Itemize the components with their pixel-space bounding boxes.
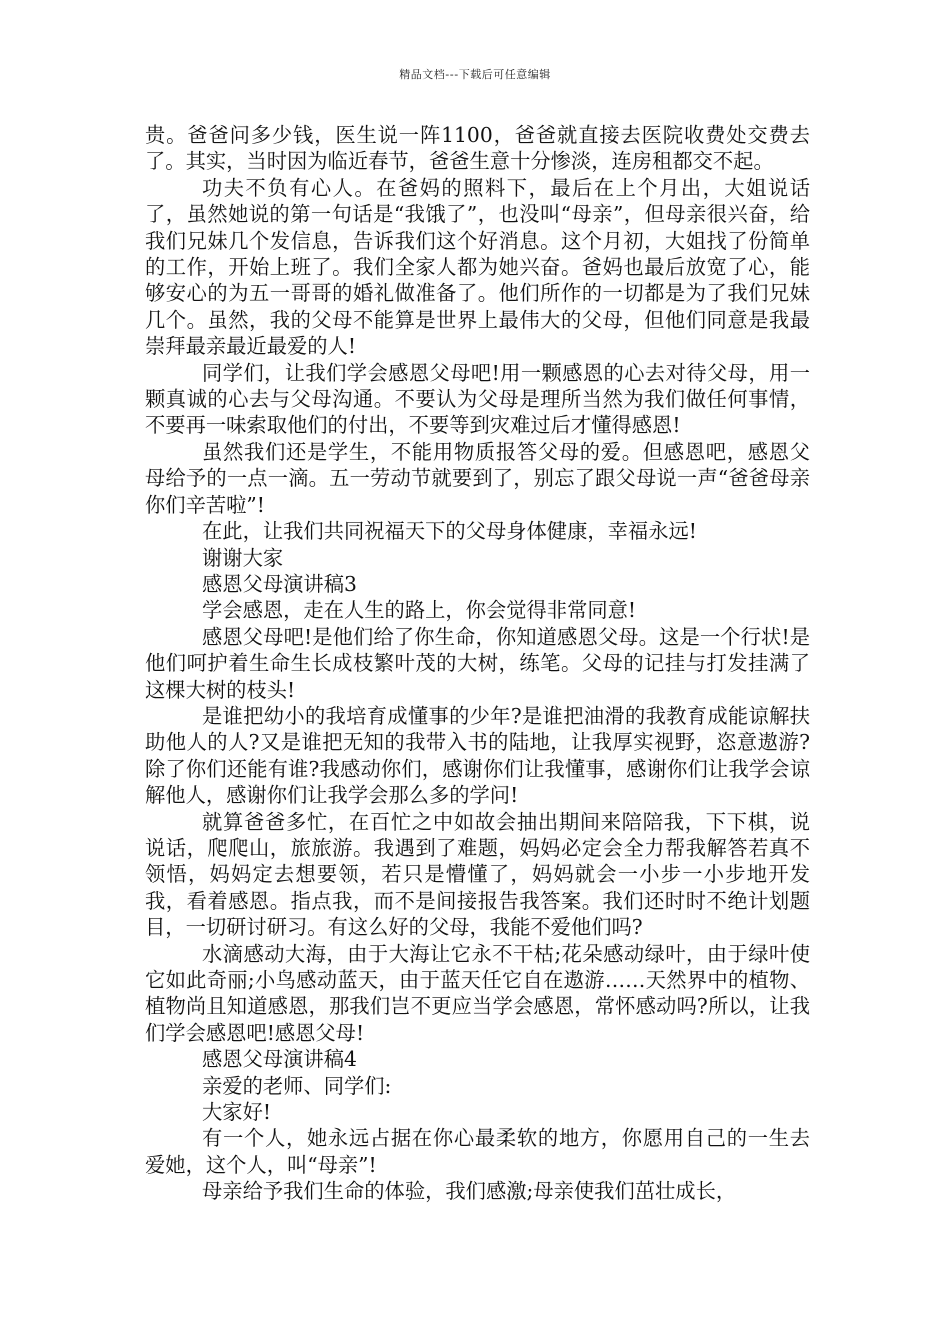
- body-paragraph: 感恩父母吧!是他们给了你生命，你知道感恩父母。这是一个行状!是他们呵护着生命生长成枝繁叶茂的大树，练笔。父母的记挂与打发挂满了这棵大树的枝头!: [145, 624, 810, 702]
- body-paragraph: 感恩父母演讲稿3: [202, 571, 357, 596]
- body-paragraph: 谢谢大家: [202, 545, 284, 570]
- body-paragraph: 感恩父母演讲稿4: [202, 1047, 357, 1072]
- body-paragraph: 虽然我们还是学生，不能用物质报答父母的爱。但感恩吧，感恩父母给予的一点一滴。五一劳动节就要到了，别忘了跟父母说一声“爸爸母亲你们辛苦啦”!: [145, 439, 810, 517]
- body-paragraph: 大家好!: [202, 1100, 271, 1125]
- body-paragraph: 在此，让我们共同祝福天下的父母身体健康，幸福永远!: [202, 519, 697, 544]
- body-paragraph: 母亲给予我们生命的体验，我们感激;母亲使我们茁壮成长，: [202, 1179, 737, 1204]
- body-paragraph: 有一个人，她永远占据在你心最柔软的地方，你愿用自己的一生去爱她，这个人，叫“母亲”!: [145, 1126, 810, 1177]
- body-paragraph: 亲爱的老师、同学们:: [202, 1073, 392, 1098]
- page-header: 精品文档---下载后可任意编辑: [399, 68, 551, 81]
- body-paragraph: 功夫不负有心人。在爸妈的照料下，最后在上个月出，大姐说话了，虽然她说的第一句话是“我饿了”，也没叫“母亲”，但母亲很兴奋，给我们兄妹几个发信息，告诉我们这个好消息。这个月初，大姐找了份简单的工作，开始上班了。我们全家人都为她兴奋。爸妈也最后放宽了心，能够安心的为五一哥哥的婚礼做准备了。他们所作的一切都是为了我们兄妹几个。虽然，我的父母不能算是世界上最伟大的父母，但他们同意是我最崇拜最亲最近最爱的人!: [145, 175, 810, 359]
- body-paragraph: 是谁把幼小的我培育成懂事的少年?是谁把油滑的我教育成能谅解扶助他人的人?又是谁把无知的我带入书的陆地，让我厚实视野，恣意遨游?除了你们还能有谁?我感动你们，感谢你们让我懂事，感谢你们让我学会谅解他人，感谢你们让我学会那么多的学问!: [145, 703, 810, 808]
- body-paragraph: 贵。爸爸问多少钱，医生说一阵1100，爸爸就直接去医院收费处交费去了。其实，当时因为临近春节，爸爸生意十分惨淡，连房租都交不起。: [145, 123, 810, 174]
- document-body: [145, 122, 810, 1205]
- body-paragraph: 水滴感动大海，由于大海让它永不干枯;花朵感动绿叶，由于绿叶使它如此奇丽;小鸟感动蓝天，由于蓝天任它自在遨游……天然界中的植物、植物尚且知道感恩，那我们岂不更应当学会感恩，常怀感动吗?所以，让我们学会感恩吧!感恩父母!: [145, 941, 810, 1045]
- body-paragraph: 学会感恩，走在人生的路上，你会觉得非常同意!: [202, 598, 637, 623]
- body-paragraph: 就算爸爸多忙，在百忙之中如故会抽出期间来陪陪我，下下棋，说说话，爬爬山，旅旅游。我遇到了难题，妈妈必定会全力帮我解答若真不领悟，妈妈定去想要领，若只是懵懂了，妈妈就会一小步一小步地开发我，看着感恩。指点我，而不是间接报告我答案。我们还时时不绝计划题目，一切研讨研习。有这么好的父母，我能不爱他们吗?: [145, 809, 810, 940]
- body-paragraph: 同学们，让我们学会感恩父母吧!用一颗感恩的心去对待父母，用一颗真诚的心去与父母沟通。不要认为父母是理所当然为我们做任何事情，不要再一味索取他们的付出，不要等到灾难过后才懂得感恩!: [145, 360, 810, 438]
